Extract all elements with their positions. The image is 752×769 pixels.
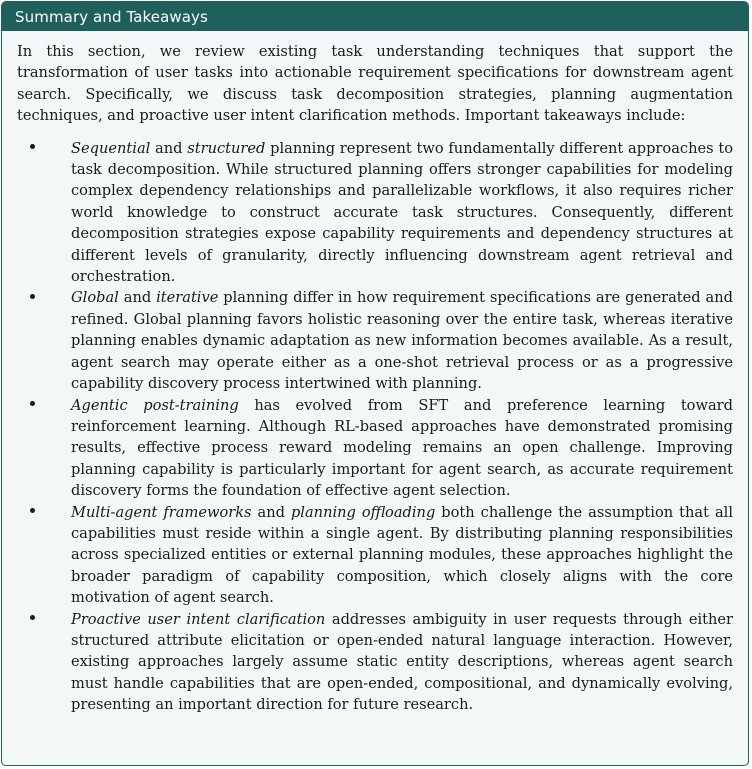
takeaway-item [17,502,733,609]
takeaway-connector: and [118,289,157,307]
bullet-icon [25,502,39,523]
takeaway-emphasis: Sequential [71,139,151,157]
summary-box-title: Summary and Takeaways [15,7,208,26]
takeaway-text: addresses ambiguity in user requests through either structured attribute elicitation or open-ended natural language interaction. However, existing approaches largely assume static entity descriptions, whereas agent search must handle capabilities that are open-ended, compositional, and dynamically evolving, presenting an important direction for future research. [71,610,733,714]
bullet-icon [25,609,39,630]
takeaway-text: has evolved from SFT and preference learning toward reinforcement learning. Although RL-based approaches have demonstrated promising results, effective process reward modeling remains an open challenge. Improving planning capability is particularly important for agent search, as accurate requirement discovery forms the foundation of effective agent selection. [71,396,733,500]
takeaway-text: planning represent two fundamentally different approaches to task decomposition. While structured planning offers stronger capabilities for modeling complex dependency relationships and parallelizable workflows, it also requires richer world knowledge to construct accurate task structures. Consequently, different decomposition strategies expose capability requirements and dependency structures at different levels of granularity, directly influencing downstream agent retrieval and orchestration. [71,139,733,286]
takeaway-text: both challenge the assumption that all capabilities must reside within a single agent. By distributing planning responsibilities across specialized entities or external planning modules, these approaches highlight the broader paradigm of capability composition, which closely aligns with the core motivation of agent search. [71,503,733,607]
bullet-icon [25,287,39,308]
takeaway-item [17,287,733,394]
takeaway-item [17,609,733,716]
takeaway-item [17,395,733,502]
takeaway-emphasis: planning offloading [290,503,436,521]
takeaway-emphasis: Proactive user intent clarification [71,610,326,628]
summary-box-body [2,31,748,716]
summary-box-header [2,2,748,31]
takeaway-emphasis: Global [71,289,119,307]
takeaway-text: planning differ in how requirement specifications are generated and refined. Global planning favors holistic reasoning over the entire task, whereas iterative planning enables dynamic adaptation as new information becomes available. As a result, agent search may operate either as a one-shot retrieval process or as a progressive capability discovery process intertwined with planning. [71,289,733,393]
takeaway-emphasis: structured [187,139,266,157]
takeaway-emphasis: Agentic post-training [71,396,239,414]
bullet-icon [25,395,39,416]
takeaway-connector: and [251,503,291,521]
takeaway-emphasis: Multi-agent frameworks [71,503,252,521]
bullet-icon [25,138,39,159]
takeaways-list [17,138,733,716]
takeaway-item [17,138,733,288]
takeaway-emphasis: iterative [156,289,219,307]
takeaway-connector: and [150,139,188,157]
intro-paragraph: In this section, we review existing task understanding techniques that support the transformation of user tasks into actionable requirement specifications for downstream agent search. Specifically, we discuss task decomposition strategies, planning augmentation techniques, and proactive user intent clarification methods. Important takeaways include: [17,43,733,125]
summary-box [1,1,749,766]
